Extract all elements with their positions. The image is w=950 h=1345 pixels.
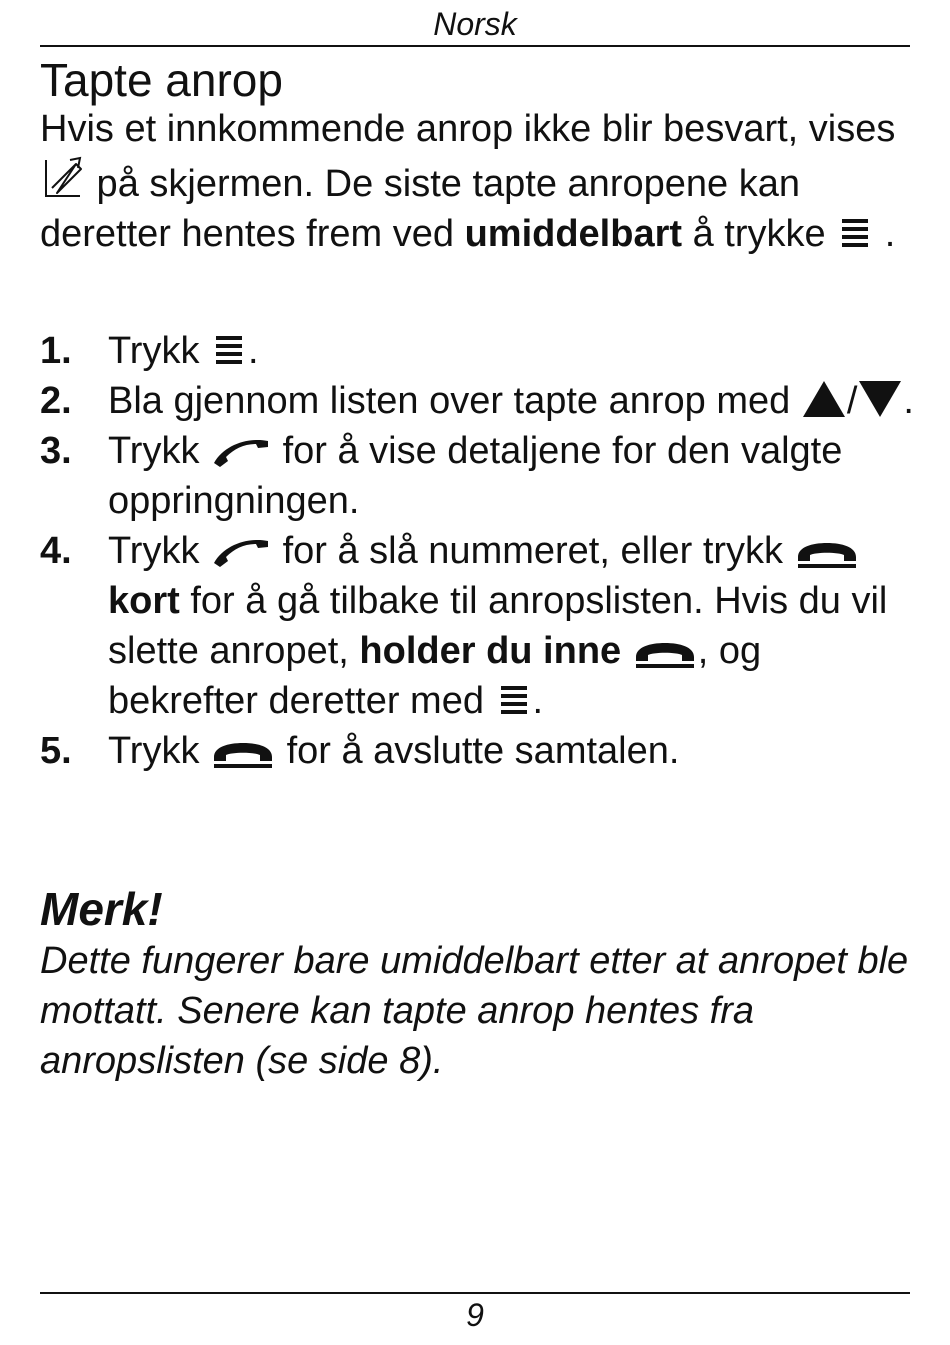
step-2 — [40, 376, 920, 426]
intro-text-2: på skjermen. De siste tapte anropene kan deretter hentes frem ved — [40, 163, 800, 255]
step-bold-text: holder du inne — [359, 630, 622, 672]
step-text: . — [248, 330, 259, 372]
intro-text-1: Hvis et innkommende anrop ikke blir besvart, vises — [40, 108, 896, 150]
step-text: for å avslutte samtalen. — [276, 730, 680, 772]
arrow-up-icon — [801, 379, 847, 419]
step-bold-text: kort — [108, 580, 180, 622]
step-number: 1. — [40, 330, 72, 372]
step-text: Trykk — [108, 730, 211, 772]
step-text: Trykk — [108, 530, 211, 572]
end-call-icon — [632, 639, 698, 669]
intro-text-3: å trykke — [682, 213, 837, 255]
step-separator: / — [846, 380, 858, 422]
step-text: . — [532, 680, 544, 722]
step-text: Bla gjennom listen over tapte anrop med — [108, 380, 801, 422]
steps-list — [40, 326, 920, 776]
step-1 — [40, 326, 920, 376]
intro-text-4: . — [874, 213, 896, 255]
section-title: Tapte anrop — [40, 54, 283, 106]
call-icon — [210, 535, 272, 569]
step-text: for å gå tilbake til anropslisten. Hvis du vil slette anropet, — [108, 580, 888, 672]
step-text: . — [903, 380, 914, 422]
step-5 — [40, 726, 920, 776]
step-text: Trykk — [108, 330, 211, 372]
step-number: 2. — [40, 380, 72, 422]
end-call-icon — [210, 739, 276, 769]
step-3 — [40, 426, 920, 526]
step-number: 5. — [40, 730, 72, 772]
menu-icon — [210, 333, 248, 369]
intro-paragraph — [40, 104, 920, 259]
step-number: 3. — [40, 430, 72, 472]
step-number: 4. — [40, 530, 72, 572]
page-number: 9 — [466, 1297, 484, 1333]
end-call-icon — [794, 539, 860, 569]
arrow-down-icon — [857, 379, 903, 419]
intro-bold-text: umiddelbart — [464, 213, 683, 255]
step-text: for å vise detaljene for den valgte oppringningen. — [108, 430, 843, 522]
step-text: , og bekrefter deretter med — [108, 630, 762, 722]
header-rule — [40, 45, 910, 47]
missed-call-icon — [40, 154, 86, 202]
page-header-language: Norsk — [433, 6, 517, 42]
step-text: for å slå nummeret, eller trykk — [272, 530, 794, 572]
menu-icon — [495, 683, 533, 719]
call-icon — [210, 435, 272, 469]
menu-icon — [836, 216, 874, 252]
step-text: Trykk — [108, 430, 211, 472]
footer-rule — [40, 1292, 910, 1294]
note-title: Merk! — [40, 883, 163, 935]
step-4 — [40, 526, 920, 726]
note-text: Dette fungerer bare umiddelbart etter at anropet ble mottatt. Senere kan tapte anrop hentes fra anropslisten (se side 8). — [40, 940, 909, 1082]
